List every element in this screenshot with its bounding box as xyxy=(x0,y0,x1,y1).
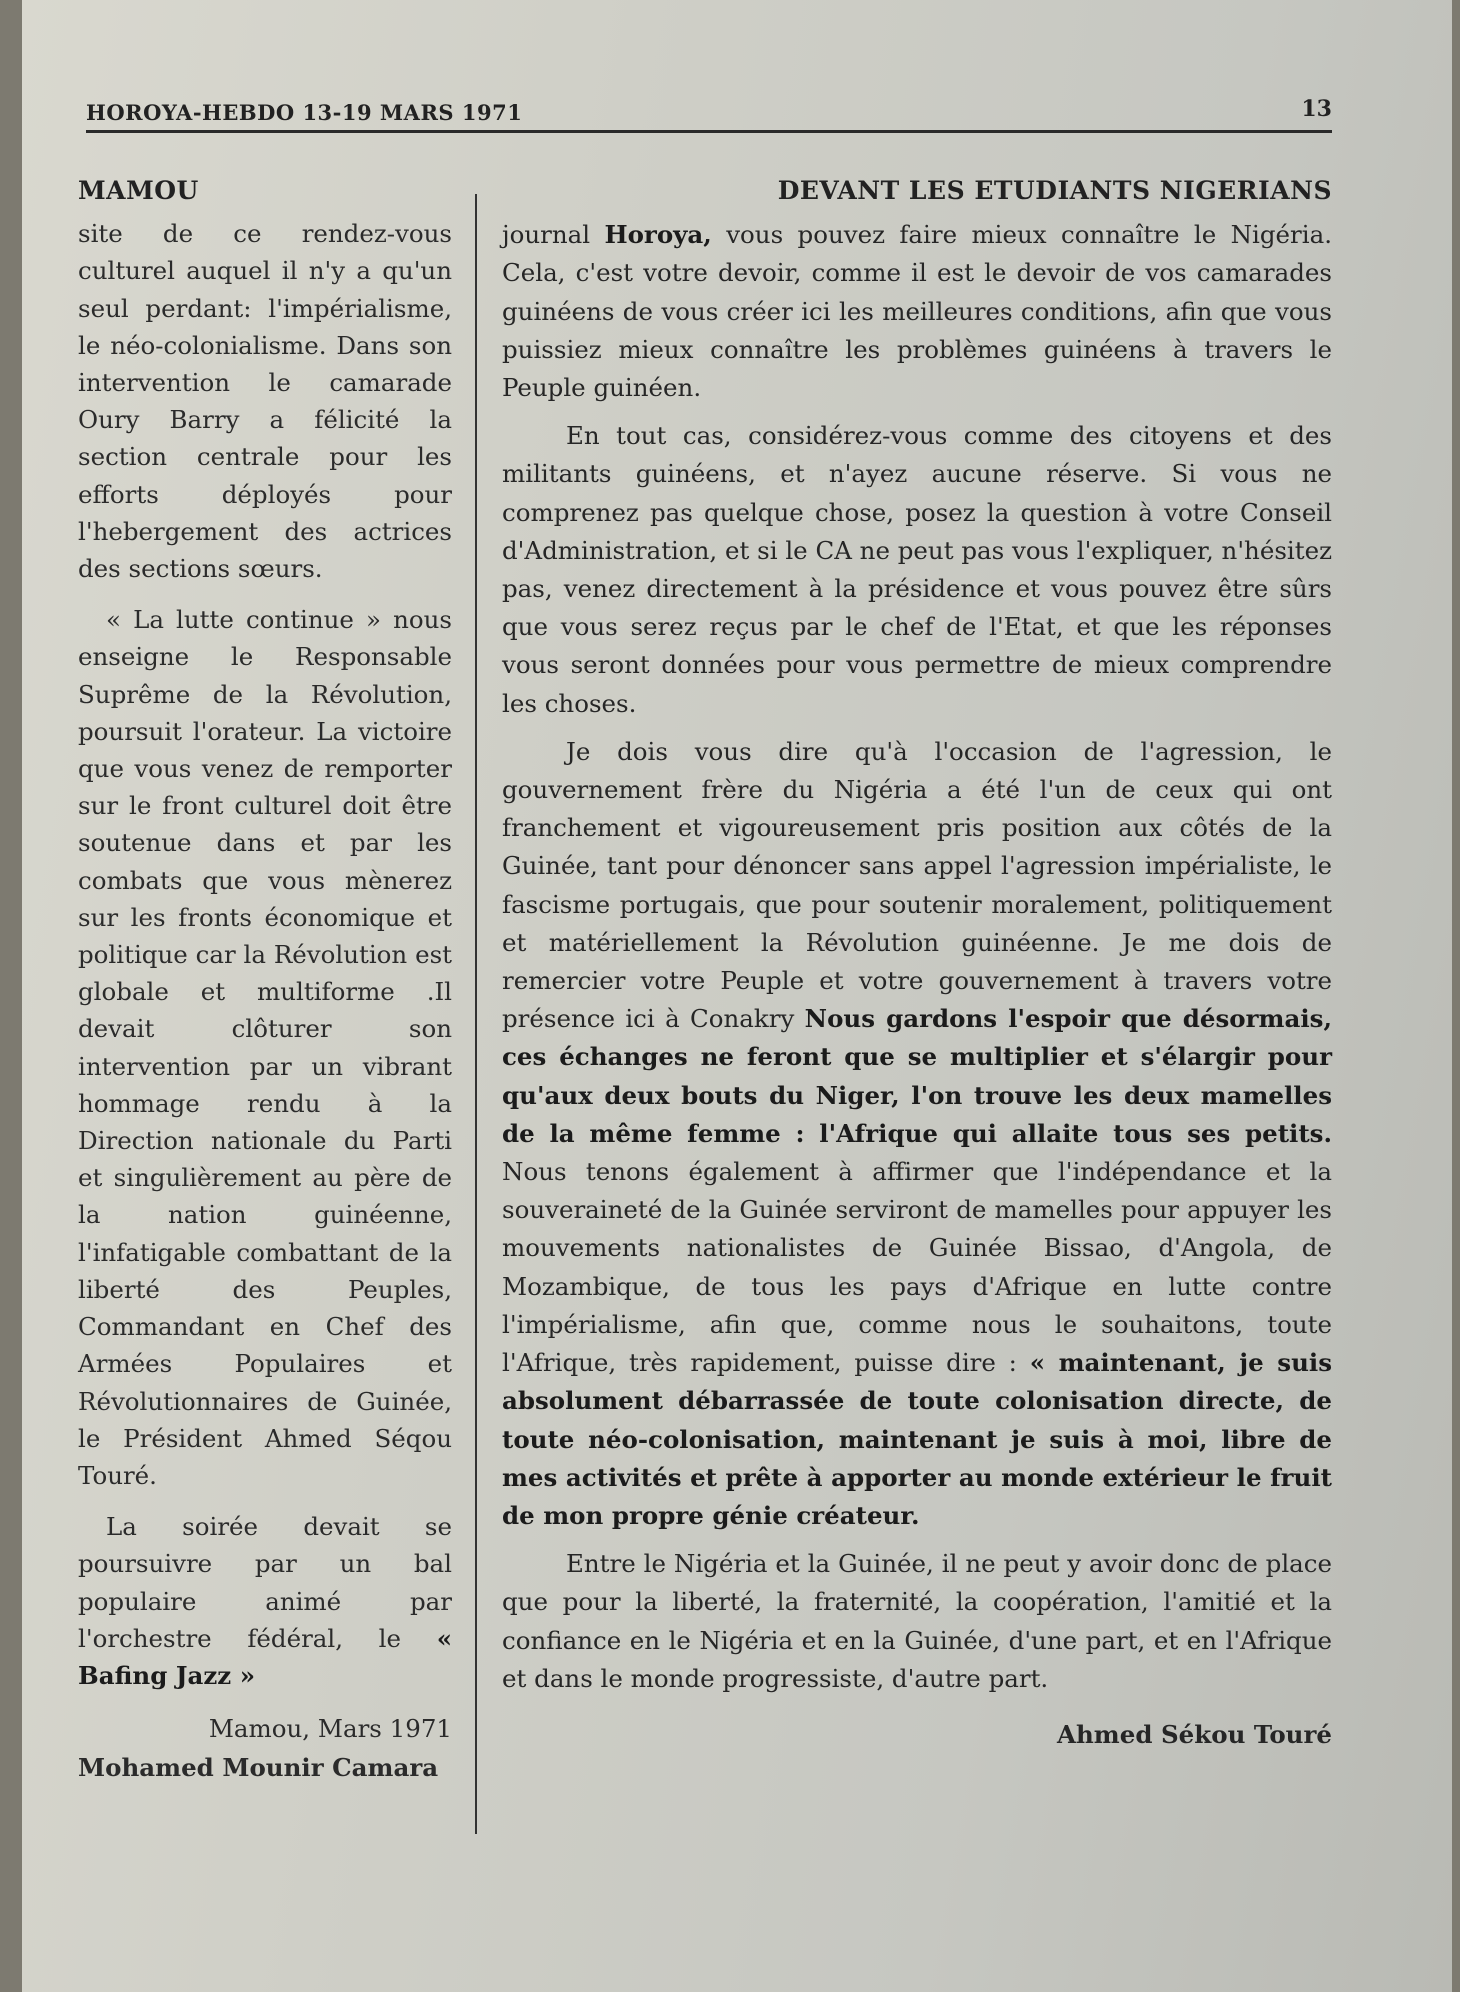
left-place-date: Mamou, Mars 1971 xyxy=(208,1714,452,1744)
publication-line: HOROYA-HEBDO 13-19 MARS 1971 xyxy=(86,100,523,125)
right-paragraph-4: Entre le Nigéria et la Guinée, il ne peut y avoir donc de place que pour la liberté, la fraternité, la coopération, l'amitié et la confiance en le Nigéria et en la Guinée, d'une part, et en l'Afrique et dans le monde progressiste, d'autre part. xyxy=(502,1549,1332,1693)
right-paragraph-3-middle: Nous tenons également à affirmer que l'indépendance et la souveraineté de la Guinée serviront de mamelles pour appuyer les mouvements nationalistes de Guinée Bissao, d'Angola, de Mozambique, de tous les pays d'Afrique en lutte contre l'impérialisme, afin que, comme nous le souhaitons, toute l'Afrique, très rapidement, puisse dire : xyxy=(502,1157,1332,1378)
right-paragraph-1 xyxy=(502,216,1332,407)
right-author: Ahmed Sékou Touré xyxy=(1056,1719,1332,1749)
right-section-heading: DEVANT LES ETUDIANTS NIGERIANS xyxy=(777,176,1332,205)
right-column xyxy=(502,172,1332,1754)
left-paragraph-1: site de ce rendez-vous culturel auquel il n'y a qu'un seul perdant: l'impérialisme, le néo-colonialisme. Dans son intervention le camarade Oury Barry a félicité la section centrale pour les efforts déployés pour l'hebergement des actrices des sections sœurs. xyxy=(78,219,452,584)
left-paragraph-3-text: La soirée devait se poursuivre par un bal populaire animé par l'orchestre fédéral, le xyxy=(78,1512,452,1653)
right-paragraph-3-bold-2: « maintenant, je suis absolument débarrassée de toute colonisation directe, de toute néo-colonisation, maintenant je suis à moi, libre de mes activités et prête à apporter au monde extérieur le fruit de mon propre génie créateur. xyxy=(502,1348,1332,1530)
page-number: 13 xyxy=(1301,96,1332,122)
right-paragraph-1-rest: vous pouvez faire mieux connaître le Nigéria. Cela, c'est votre devoir, comme il est le devoir de vos camarades guinéens de vous créer ici les meilleures conditions, afin que vous puissiez mieux connaître les problèmes guinéens à travers le Peuple guinéen. xyxy=(502,220,1332,403)
column-divider xyxy=(475,194,477,1834)
right-paragraph-3-bold-1: Nous gardons l'espoir que désormais, ces échanges ne feront que se multiplier et s'élargir pour qu'aux deux bouts du Niger, l'on trouve les deux mamelles de la même femme : l'Afrique qui allaite tous ses petits. xyxy=(502,1004,1332,1148)
left-paragraph-3 xyxy=(78,1508,452,1694)
left-section-heading: MAMOU xyxy=(78,176,199,205)
right-paragraph-3 xyxy=(502,733,1332,1535)
right-paragraph-1-start: journal xyxy=(502,220,591,250)
journal-name: Horoya, xyxy=(604,220,712,250)
page-header xyxy=(86,96,1332,133)
band-name: « Bafing Jazz » xyxy=(78,1623,452,1690)
left-paragraph-2: « La lutte continue » nous enseigne le Responsable Suprême de la Révolution, poursuit l'orateur. La victoire que vous venez de remporter sur le front culturel doit être soutenue dans et par les combats que vous mènerez sur les fronts économique et politique car la Révolution est globale et multiforme .Il devait clôturer son intervention par un vibrant hommage rendu à la Direction nationale du Parti et singulièrement au père de la nation guinéenne, l'infatigable combattant de la liberté des Peuples, Commandant en Chef des Armées Populaires et Révolutionnaires de Guinée, le Président Ahmed Séqou Touré. xyxy=(78,605,452,1490)
left-author: Mohamed Mounir Camara xyxy=(78,1753,439,1783)
left-column xyxy=(78,172,452,1787)
newspaper-page xyxy=(22,0,1452,1992)
right-paragraph-2: En tout cas, considérez-vous comme des citoyens et des militants guinéens, et n'ayez aucune réserve. Si vous ne comprenez pas quelque chose, posez la question à votre Conseil d'Administration, et si le CA ne peut pas vous l'expliquer, n'hésitez pas, venez directement à la présidence et vous pouvez être sûrs que vous serez reçus par le chef de l'Etat, et que les réponses vous seront données pour vous permettre de mieux comprendre les choses. xyxy=(502,421,1332,718)
right-paragraph-3-start: Je dois vous dire qu'à l'occasion de l'agression, le gouvernement frère du Nigéria a été l'un de ceux qui ont franchement et vigoureusement pris position aux côtés de la Guinée, tant pour dénoncer sans appel l'agression impérialiste, le fascisme portugais, que pour soutenir moralement, politiquement et matériellement la Révolution guinéenne. Je me dois de remercier votre Peuple et votre gouvernement à travers votre présence ici à Conakry xyxy=(502,736,1332,1034)
